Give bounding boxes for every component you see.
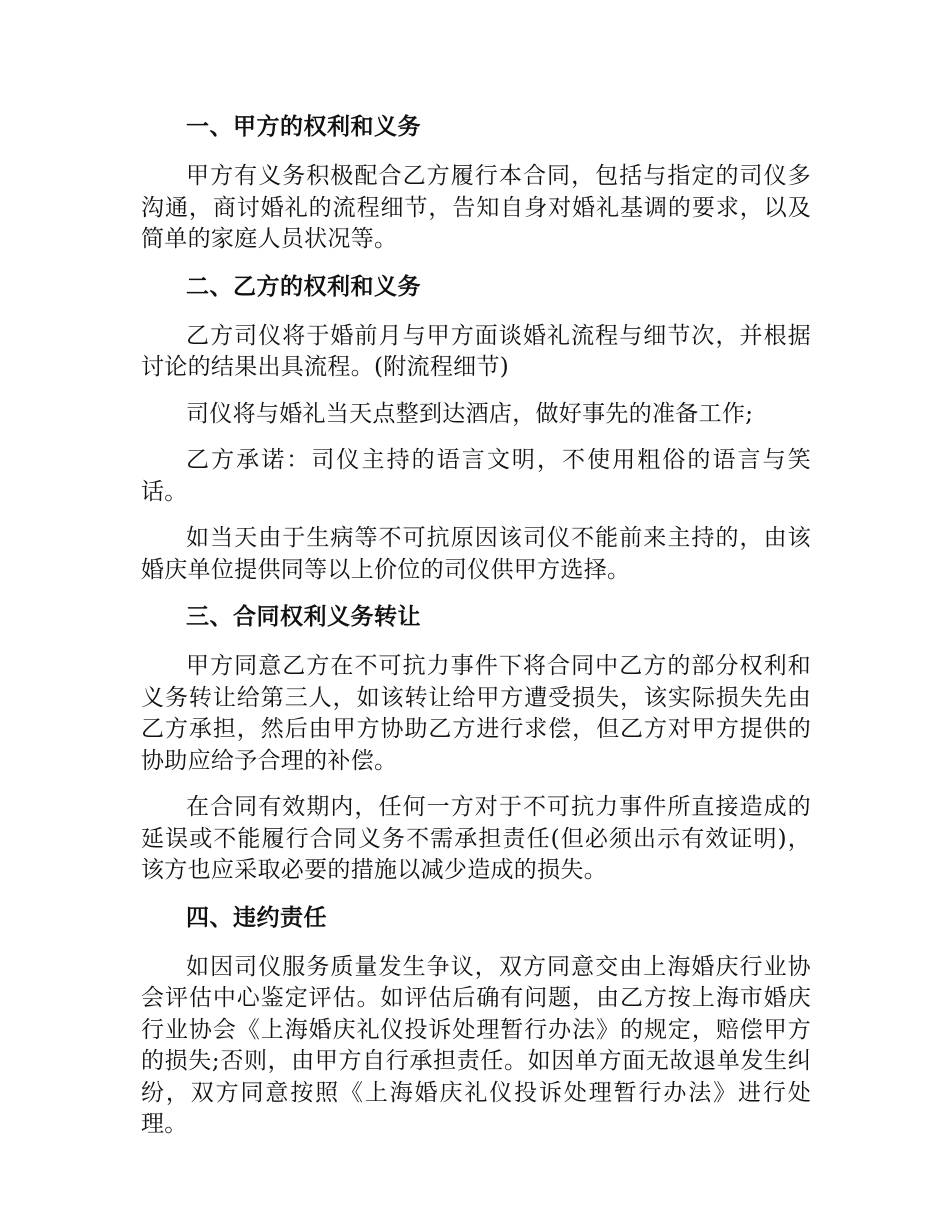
section-heading-party-b-rights: 二、乙方的权利和义务 bbox=[186, 273, 421, 300]
paragraph: 如当天由于生病等不可抗原因该司仪不能前来主持的，由该婚庆单位提供同等以上价位的司仪供甲方选择。 bbox=[141, 525, 811, 583]
paragraph: 司仪将与婚礼当天点整到达酒店，做好事先的准备工作; bbox=[186, 400, 754, 427]
section-heading-party-a-rights: 一、甲方的权利和义务 bbox=[186, 114, 421, 140]
paragraph: 如因司仪服务质量发生争议，双方同意交由上海婚庆行业协会评估中心鉴定评估。如评估后确有问题，由乙方按上海市婚庆行业协会《上海婚庆礼仪投诉处理暂行办法》的规定，赔偿甲方的损失;否则，由甲方自行承担责任。如因单方面无故退单发生纠纷，双方同意按照《上海婚庆礼仪投诉处理暂行办法》进行处理。 bbox=[141, 953, 811, 1137]
section-heading-breach-liability: 四、违约责任 bbox=[186, 904, 327, 931]
paragraph: 乙方承诺：司仪主持的语言文明，不使用粗俗的语言与笑话。 bbox=[141, 447, 811, 505]
paragraph: 在合同有效期内，任何一方对于不可抗力事件所直接造成的延误或不能履行合同义务不需承担责任(但必须出示有效证明)，该方也应采取必要的措施以减少造成的损失。 bbox=[141, 794, 811, 883]
document-body bbox=[141, 111, 811, 1156]
paragraph: 甲方有义务积极配合乙方履行本合同，包括与指定的司仪多沟通，商讨婚礼的流程细节，告知自身对婚礼基调的要求，以及简单的家庭人员状况等。 bbox=[141, 163, 811, 252]
paragraph: 乙方司仪将于婚前月与甲方面谈婚礼流程与细节次，并根据讨论的结果出具流程。(附流程细节) bbox=[141, 322, 811, 380]
section-heading-contract-transfer: 三、合同权利义务转让 bbox=[186, 604, 421, 630]
paragraph: 甲方同意乙方在不可抗力事件下将合同中乙方的部分权利和义务转让给第三人，如该转让给甲方遭受损失，该实际损失先由乙方承担，然后由甲方协助乙方进行求偿，但乙方对甲方提供的协助应给予合理的补偿。 bbox=[141, 653, 811, 774]
